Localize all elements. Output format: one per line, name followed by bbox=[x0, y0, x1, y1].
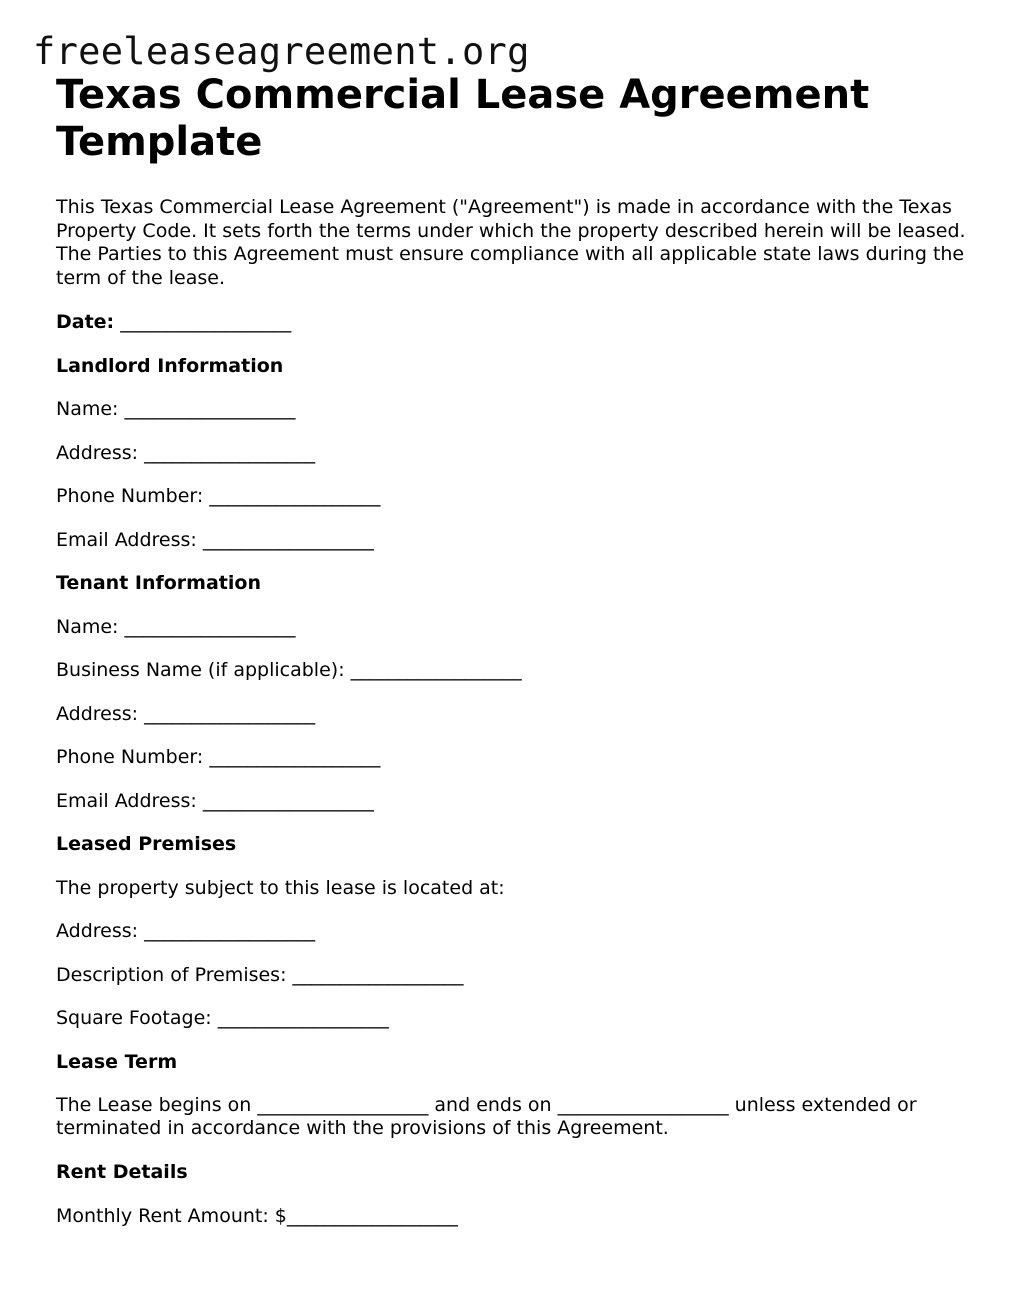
tenant-address-field: Address: __________________ bbox=[56, 702, 316, 725]
date-blank: __________________ bbox=[120, 311, 292, 333]
tenant-heading: Tenant Information bbox=[56, 572, 261, 594]
site-watermark: freeleaseagreement.org bbox=[33, 30, 530, 73]
tenant-name-field: Name: __________________ bbox=[56, 615, 296, 638]
tenant-business-name-field: Business Name (if applicable): __________________ bbox=[56, 659, 522, 681]
document-body bbox=[56, 72, 976, 1228]
tenant-email-field: Email Address: __________________ bbox=[56, 789, 374, 812]
date-label: Date: bbox=[56, 311, 115, 333]
rent-heading: Rent Details bbox=[56, 1161, 188, 1183]
tenant-phone-field: Phone Number: __________________ bbox=[56, 746, 381, 768]
lease-term-heading: Lease Term bbox=[56, 1050, 178, 1073]
lease-term-text: The Lease begins on __________________ and ends on __________________ unless extended or terminated in accordance with the provisions of this Agreement. bbox=[56, 1093, 917, 1139]
rent-monthly-amount-field: Monthly Rent Amount: $__________________ bbox=[56, 1204, 458, 1227]
premises-description-field: Description of Premises: __________________ bbox=[56, 963, 464, 986]
landlord-address-field: Address: __________________ bbox=[56, 441, 316, 464]
date-field bbox=[56, 311, 976, 334]
document-title: Texas Commercial Lease Agreement Template bbox=[56, 72, 870, 165]
landlord-name-field: Name: __________________ bbox=[56, 398, 296, 420]
intro-paragraph: This Texas Commercial Lease Agreement ("Agreement") is made in accordance with the Texas Property Code. It sets forth the terms under which the property described herein will be leased. The Parties to this Agreement must ensure compliance with all applicable state laws during the term of the lease. bbox=[56, 196, 966, 289]
landlord-heading: Landlord Information bbox=[56, 354, 284, 377]
premises-address-field: Address: __________________ bbox=[56, 920, 316, 942]
premises-heading: Leased Premises bbox=[56, 833, 237, 855]
premises-intro: The property subject to this lease is located at: bbox=[56, 876, 505, 899]
landlord-phone-field: Phone Number: __________________ bbox=[56, 485, 381, 507]
premises-square-footage-field: Square Footage: __________________ bbox=[56, 1007, 389, 1029]
landlord-email-field: Email Address: __________________ bbox=[56, 528, 374, 551]
